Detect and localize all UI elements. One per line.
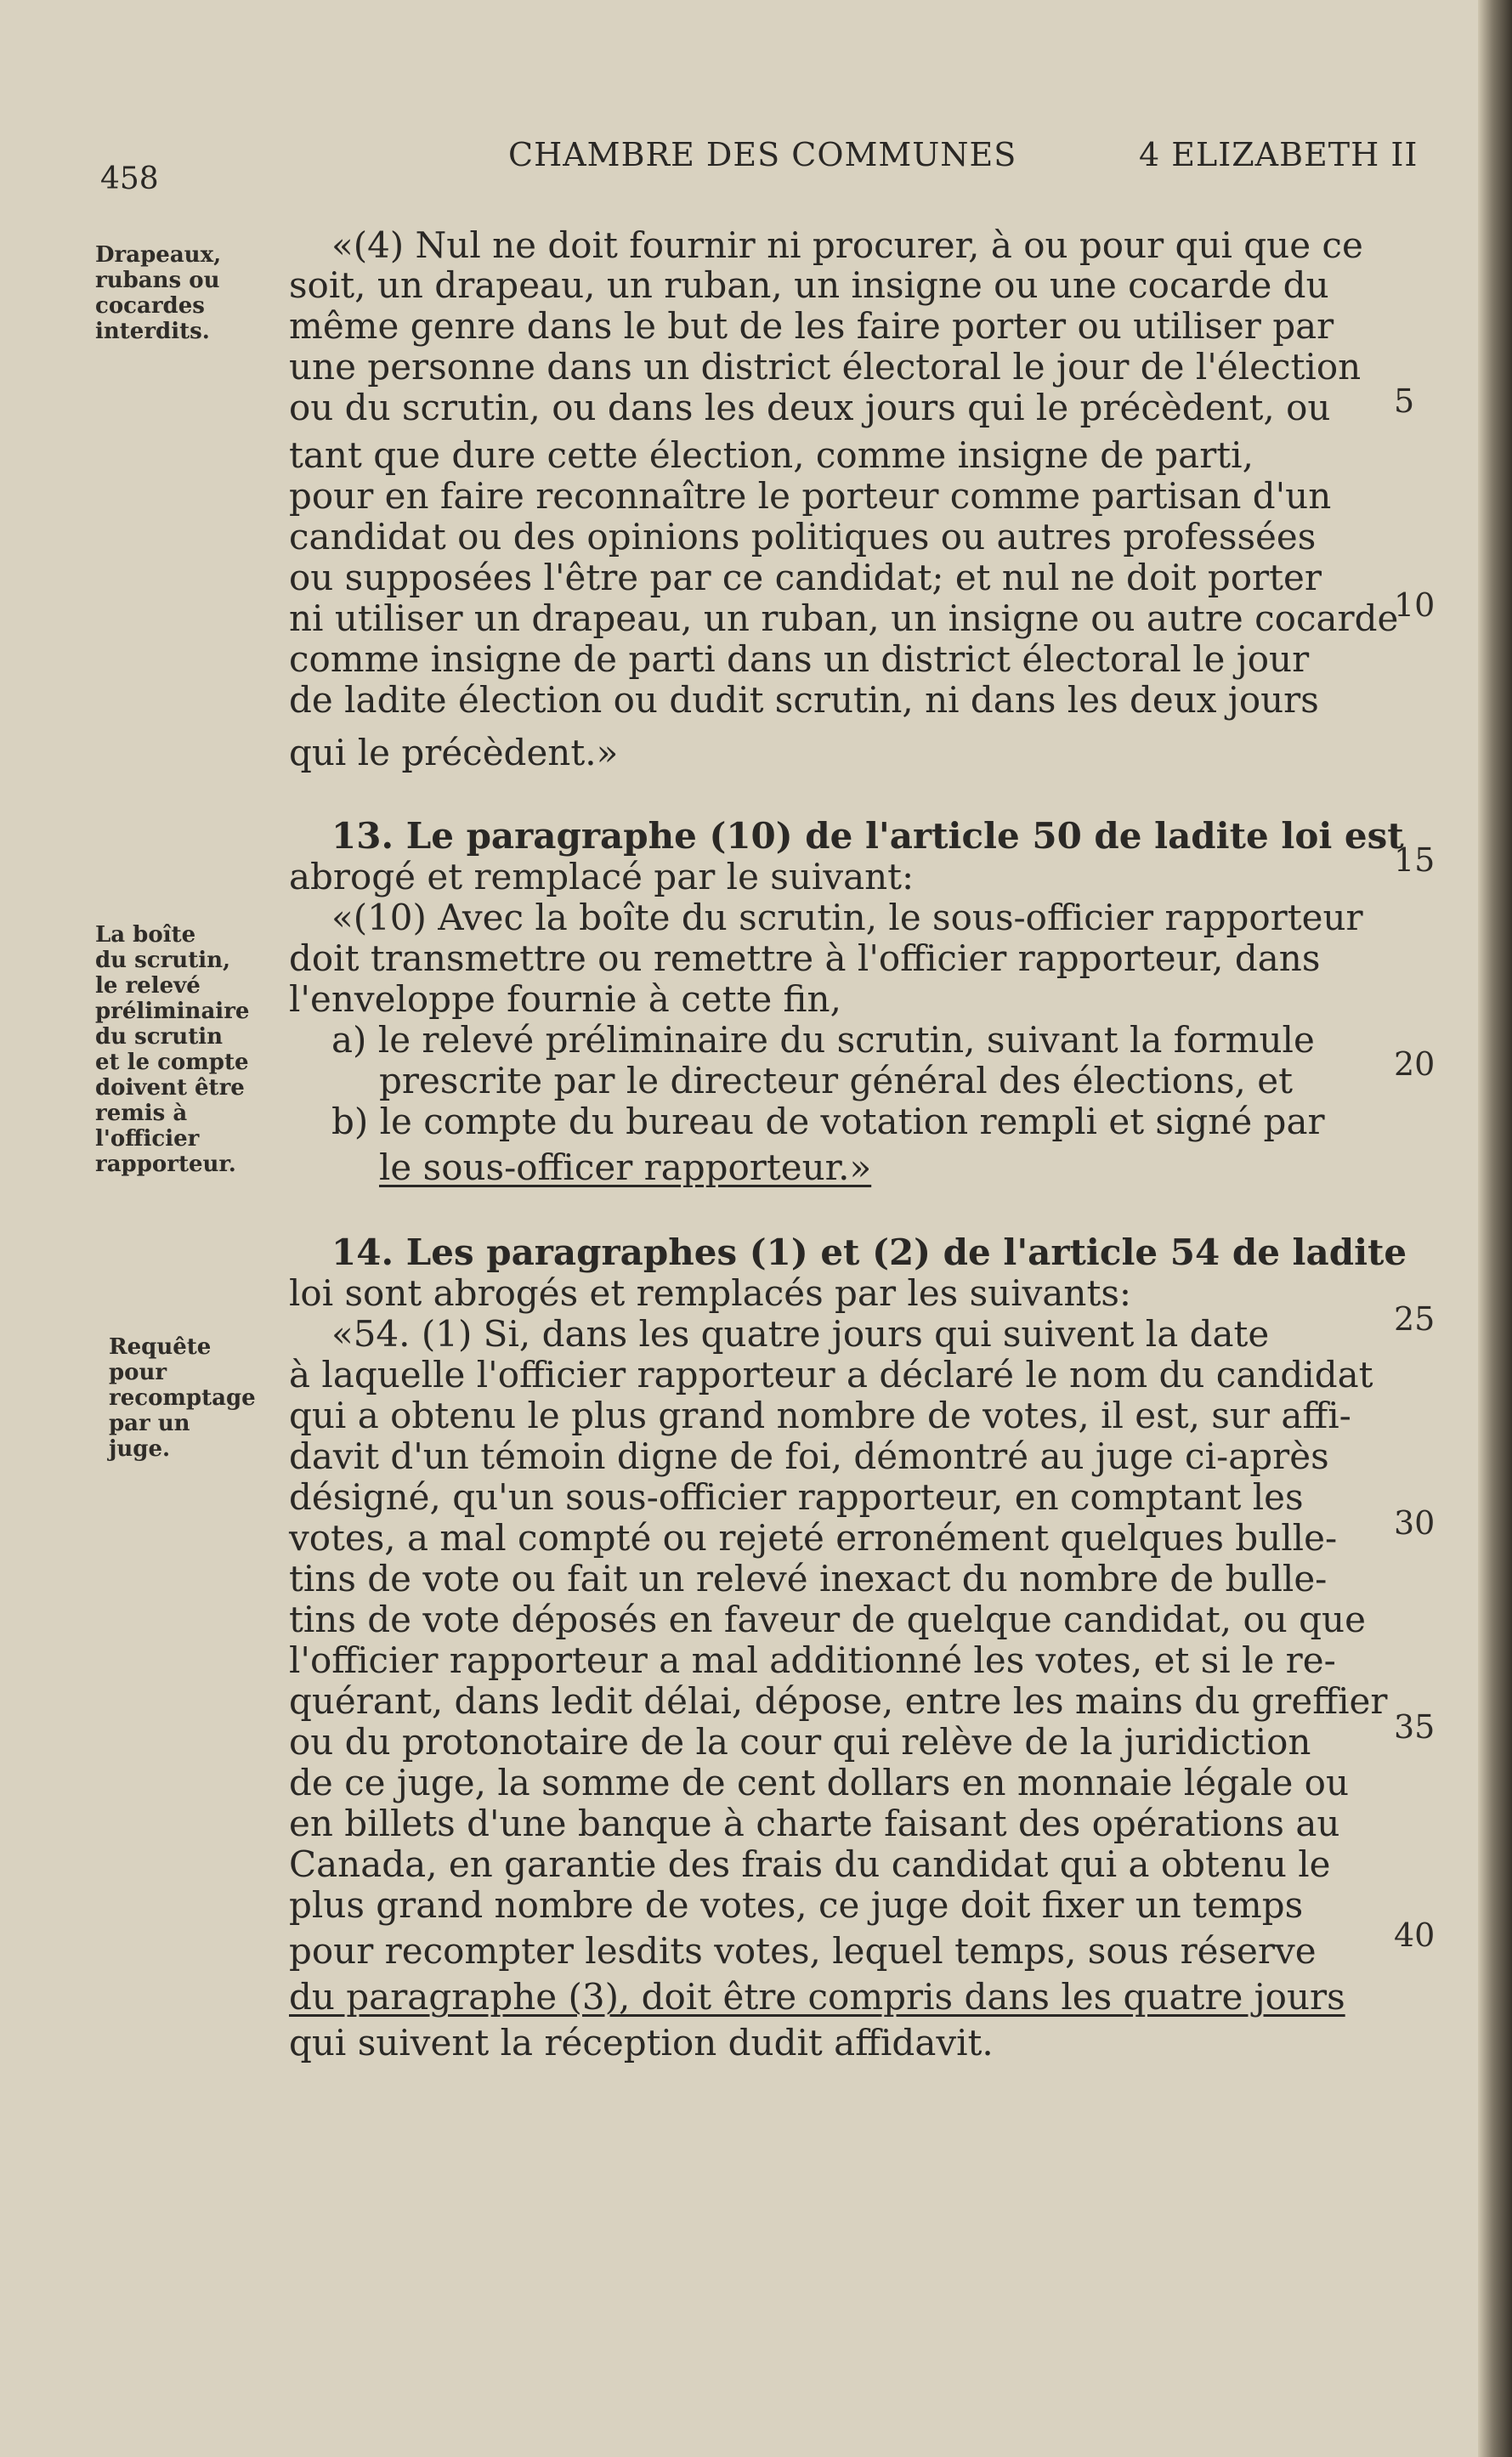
- sidenote-boite-scrutin: La boîte du scrutin, le relevé préliminaire du scrutin et le compte doivent être remis à l'officier rapporteur.: [95, 922, 250, 1177]
- line-number: 20: [1394, 1045, 1436, 1083]
- line-number: 35: [1394, 1708, 1436, 1746]
- sidenote-drapeaux: Drapeaux, rubans ou cocardes interdits.: [95, 242, 222, 344]
- body-line: pour recompter lesdits votes, lequel temps, sous réserve: [289, 1930, 1317, 1972]
- body-line: comme insigne de parti dans un district électoral le jour: [289, 638, 1310, 680]
- body-line: davit d'un témoin digne de foi, démontré au juge ci-après: [289, 1435, 1329, 1477]
- page-number: 458: [100, 161, 159, 196]
- line-number: 30: [1394, 1504, 1436, 1542]
- body-line: tant que dure cette élection, comme insigne de parti,: [289, 434, 1254, 476]
- body-line: Canada, en garantie des frais du candidat qui a obtenu le: [289, 1843, 1331, 1885]
- body-line: plus grand nombre de votes, ce juge doit fixer un temps: [289, 1884, 1304, 1926]
- body-line: de ce juge, la somme de cent dollars en monnaie légale ou: [289, 1762, 1349, 1803]
- line-number: 40: [1394, 1916, 1436, 1954]
- body-line: abrogé et remplacé par le suivant:: [289, 856, 915, 897]
- body-line: qui suivent la réception dudit affidavit.: [289, 2022, 994, 2064]
- body-line: de ladite élection ou dudit scrutin, ni dans les deux jours: [289, 679, 1319, 721]
- body-line-article-13: 13. Le paragraphe (10) de l'article 50 de ladite loi est: [331, 815, 1404, 857]
- page-header: [0, 136, 1445, 196]
- body-line: qui a obtenu le plus grand nombre de votes, il est, sur affi-: [289, 1395, 1351, 1436]
- body-line: loi sont abrogés et remplacés par les suivants:: [289, 1272, 1132, 1314]
- body-line: une personne dans un district électoral le jour de l'élection: [289, 346, 1362, 388]
- body-line: soit, un drapeau, un ruban, un insigne ou une cocarde du: [289, 264, 1329, 306]
- body-line: prescrite par le directeur général des élections, et: [379, 1060, 1293, 1101]
- body-line: quérant, dans ledit délai, dépose, entre les mains du greffier: [289, 1680, 1388, 1722]
- body-line: ou supposées l'être par ce candidat; et nul ne doit porter: [289, 557, 1322, 598]
- body-line: votes, a mal compté ou rejeté erronément quelques bulle-: [289, 1517, 1338, 1559]
- body-line: doit transmettre ou remettre à l'officier rapporteur, dans: [289, 937, 1321, 979]
- body-line: même genre dans le but de les faire porter ou utiliser par: [289, 305, 1334, 347]
- body-line: ou du protonotaire de la cour qui relève de la juridiction: [289, 1721, 1311, 1763]
- body-line: à laquelle l'officier rapporteur a déclaré le nom du candidat: [289, 1354, 1373, 1396]
- body-line: candidat ou des opinions politiques ou autres professées: [289, 516, 1317, 558]
- body-line: «54. (1) Si, dans les quatre jours qui suivent la date: [331, 1313, 1270, 1355]
- line-number: 5: [1394, 382, 1415, 420]
- body-line: l'officier rapporteur a mal additionné les votes, et si le re-: [289, 1639, 1336, 1681]
- line-number: 10: [1394, 586, 1436, 624]
- body-line: en billets d'une banque à charte faisant des opérations au: [289, 1803, 1340, 1844]
- body-line: «(10) Avec la boîte du scrutin, le sous-officier rapporteur: [331, 897, 1363, 938]
- body-line: a) le relevé préliminaire du scrutin, suivant la formule: [331, 1019, 1315, 1061]
- line-number: 25: [1394, 1300, 1436, 1338]
- body-line: qui le précèdent.»: [289, 732, 619, 773]
- body-line: pour en faire reconnaître le porteur comme partisan d'un: [289, 475, 1332, 517]
- body-line: tins de vote ou fait un relevé inexact du nombre de bulle-: [289, 1558, 1328, 1599]
- sidenote-requete: Requête pour recomptage par un juge.: [109, 1334, 256, 1462]
- body-line: tins de vote déposés en faveur de quelque candidat, ou que: [289, 1599, 1366, 1640]
- page-edge-shadow: [1478, 0, 1512, 2457]
- body-line: l'enveloppe fournie à cette fin,: [289, 978, 841, 1020]
- body-line: «(4) Nul ne doit fournir ni procurer, à ou pour qui que ce: [331, 224, 1363, 266]
- running-title: CHAMBRE DES COMMUNES: [508, 136, 1017, 173]
- body-line: ou du scrutin, ou dans les deux jours qui le précèdent, ou: [289, 387, 1331, 428]
- body-line: désigné, qu'un sous-officier rapporteur, en comptant les: [289, 1476, 1304, 1518]
- body-line: ni utiliser un drapeau, un ruban, un insigne ou autre cocarde: [289, 597, 1399, 639]
- regnal-year: 4 ELIZABETH II: [1139, 136, 1419, 173]
- body-line-underlined: du paragraphe (3), doit être compris dans les quatre jours: [289, 1976, 1345, 2018]
- body-line-article-14: 14. Les paragraphes (1) et (2) de l'article 54 de ladite: [331, 1231, 1407, 1273]
- body-line-underlined: le sous-officer rapporteur.»: [379, 1146, 872, 1188]
- line-number: 15: [1394, 841, 1436, 879]
- body-line: b) le compte du bureau de votation rempli et signé par: [331, 1101, 1325, 1142]
